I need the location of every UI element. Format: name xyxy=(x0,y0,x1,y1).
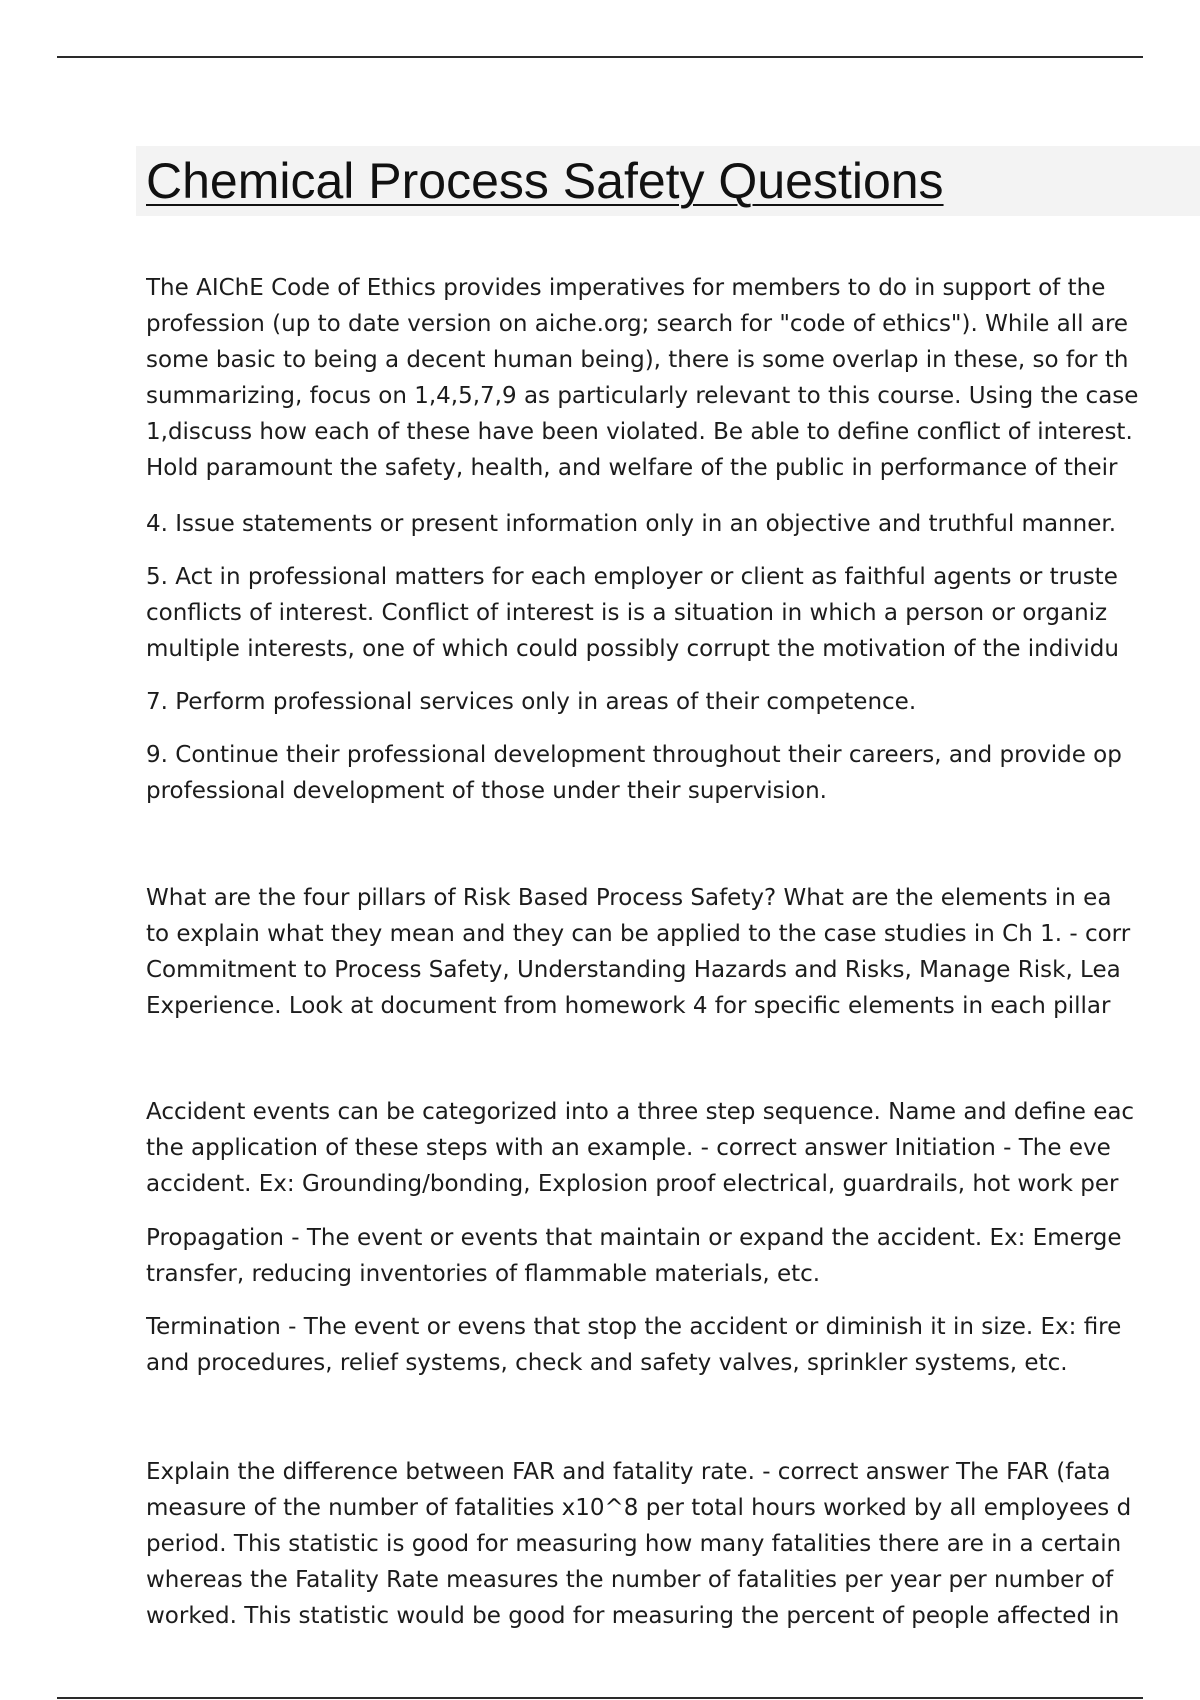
text-line: 9. Continue their professional development throughout their careers, and provide op xyxy=(146,742,1122,768)
text-line: Propagation - The event or events that maintain or expand the accident. Ex: Emerge xyxy=(146,1225,1122,1251)
paragraph-intro xyxy=(146,270,1200,486)
bottom-rule xyxy=(57,1697,1143,1699)
text-line: to explain what they mean and they can be applied to the case studies in Ch 1. - corr xyxy=(146,921,1131,947)
text-line: Experience. Look at document from homework 4 for specific elements in each pillar xyxy=(146,993,1111,1019)
text-line: conflicts of interest. Conflict of interest is is a situation in which a person or organiz xyxy=(146,600,1108,626)
text-line: 4. Issue statements or present information only in an objective and truthful manner. xyxy=(146,511,1117,537)
text-line: professional development of those under their supervision. xyxy=(146,778,827,804)
text-line: Hold paramount the safety, health, and welfare of the public in performance of their xyxy=(146,455,1118,481)
paragraph-item-4 xyxy=(146,506,1200,542)
text-line: the application of these steps with an example. - correct answer Initiation - The eve xyxy=(146,1135,1111,1161)
paragraph-pillars xyxy=(146,880,1200,1024)
text-line: multiple interests, one of which could possibly corrupt the motivation of the individu xyxy=(146,636,1119,662)
paragraph-termination xyxy=(146,1309,1200,1381)
paragraph-propagation xyxy=(146,1220,1200,1292)
text-line: transfer, reducing inventories of flammable materials, etc. xyxy=(146,1261,821,1287)
paragraph-item-5 xyxy=(146,559,1200,667)
text-line: whereas the Fatality Rate measures the number of fatalities per year per number of xyxy=(146,1567,1114,1593)
text-line: worked. This statistic would be good for measuring the percent of people affected in xyxy=(146,1603,1120,1629)
text-line: measure of the number of fatalities x10^8 per total hours worked by all employees d xyxy=(146,1495,1132,1521)
text-line: Commitment to Process Safety, Understanding Hazards and Risks, Manage Risk, Lea xyxy=(146,957,1121,983)
document-title: Chemical Process Safety Questions xyxy=(146,153,944,209)
text-line: Explain the difference between FAR and fatality rate. - correct answer The FAR (fata xyxy=(146,1459,1111,1485)
text-line: accident. Ex: Grounding/bonding, Explosion proof electrical, guardrails, hot work per xyxy=(146,1171,1119,1197)
top-rule xyxy=(57,56,1143,58)
paragraph-item-7 xyxy=(146,684,1200,720)
text-line: Accident events can be categorized into a three step sequence. Name and define eac xyxy=(146,1099,1135,1125)
text-line: The AIChE Code of Ethics provides imperatives for members to do in support of the xyxy=(146,275,1106,301)
text-line: What are the four pillars of Risk Based Process Safety? What are the elements in ea xyxy=(146,885,1112,911)
text-line: 1,discuss how each of these have been violated. Be able to define conflict of interest. xyxy=(146,419,1133,445)
paragraph-item-9 xyxy=(146,737,1200,809)
text-line: 7. Perform professional services only in areas of their competence. xyxy=(146,689,917,715)
text-line: 5. Act in professional matters for each employer or client as faithful agents or truste xyxy=(146,564,1118,590)
text-line: period. This statistic is good for measuring how many fatalities there are in a certain xyxy=(146,1531,1122,1557)
text-line: profession (up to date version on aiche.org; search for "code of ethics"). While all are xyxy=(146,311,1129,337)
paragraph-accident-steps xyxy=(146,1094,1200,1202)
text-line: and procedures, relief systems, check and safety valves, sprinkler systems, etc. xyxy=(146,1350,1068,1376)
text-line: Termination - The event or evens that stop the accident or diminish it in size. Ex: fire xyxy=(146,1314,1122,1340)
paragraph-far xyxy=(146,1454,1200,1634)
text-line: summarizing, focus on 1,4,5,7,9 as particularly relevant to this course. Using the case xyxy=(146,383,1139,409)
text-line: some basic to being a decent human being), there is some overlap in these, so for th xyxy=(146,347,1129,373)
